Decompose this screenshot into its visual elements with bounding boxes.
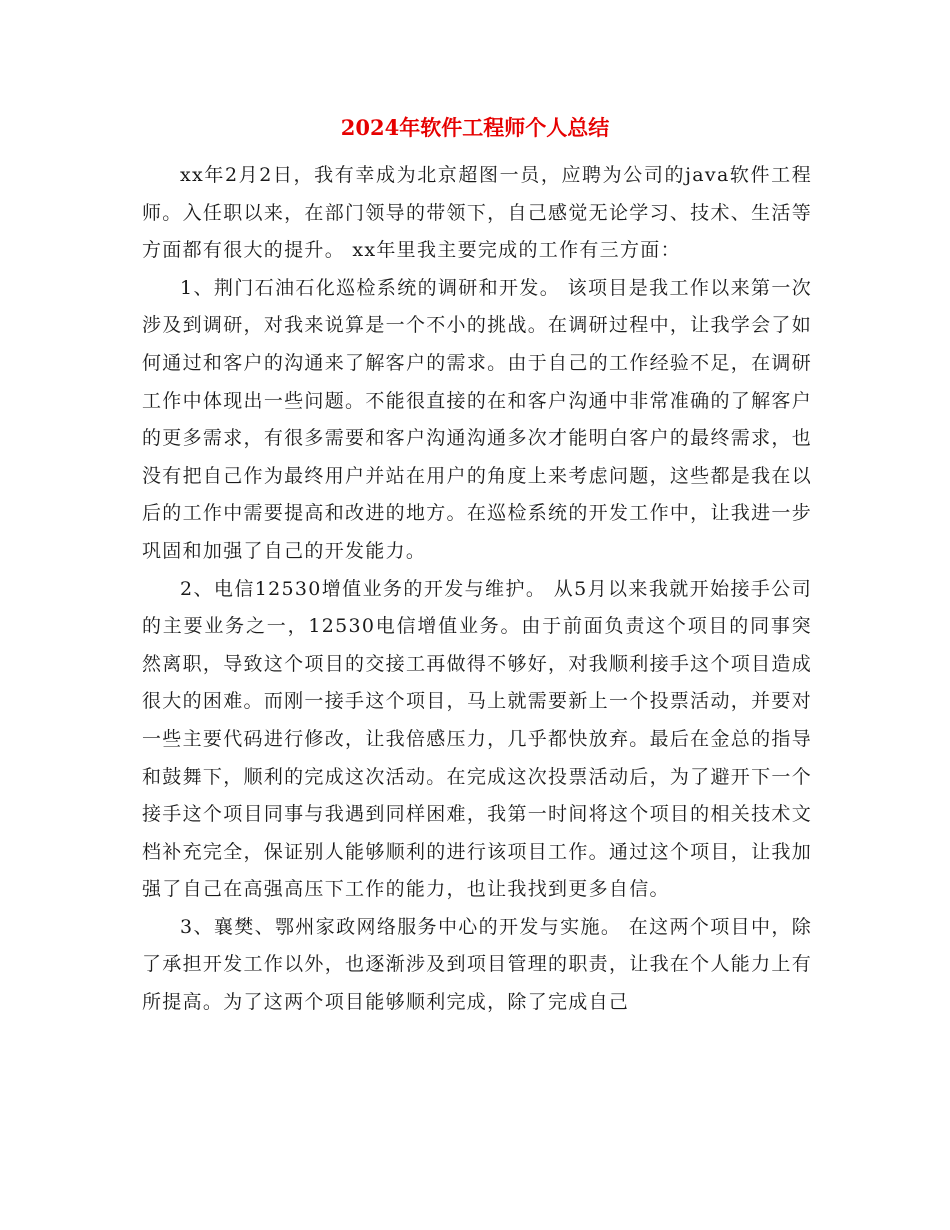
paragraph-intro: xx年2月2日，我有幸成为北京超图一员，应聘为公司的java软件工程师。入任职以来，在部门领导的带领下，自己感觉无论学习、技术、生活等方面都有很大的提升。 xx年里我主要完成的工作有三方面： — [142, 164, 812, 262]
document-body — [142, 157, 812, 1022]
paragraph-item-2: 2、电信12530增值业务的开发与维护。 从5月以来我就开始接手公司的主要业务之一，12530电信增值业务。由于前面负责这个项目的同事突然离职，导致这个项目的交接工再做得不够好，对我顺利接手这个项目造成很大的困难。而刚一接手这个项目，马上就需要新上一个投票活动，并要对一些主要代码进行修改，让我倍感压力，几乎都快放弃。最后在金总的指导和鼓舞下，顺利的完成这次活动。在完成这次投票活动后，为了避开下一个接手这个项目同事与我遇到同样困难，我第一时间将这个项目的相关技术文档补充完全，保证别人能够顺利的进行该项目工作。通过这个项目，让我加强了自己在高强高压下工作的能力，也让我找到更多自信。 — [142, 577, 812, 901]
paragraph-item-1: 1、荆门石油石化巡检系统的调研和开发。 该项目是我工作以来第一次涉及到调研，对我来说算是一个不小的挑战。在调研过程中，让我学会了如何通过和客户的沟通来了解客户的需求。由于自己的工作经验不足，在调研工作中体现出一些问题。不能很直接的在和客户沟通中非常准确的了解客户的更多需求，有很多需要和客户沟通沟通多次才能明白客户的最终需求，也没有把自己作为最终用户并站在用户的角度上来考虑问题，这些都是我在以后的工作中需要提高和改进的地方。在巡检系统的开发工作中，让我进一步巩固和加强了自己的开发能力。 — [142, 276, 812, 562]
document-title: 2024年软件工程师个人总结 — [340, 115, 610, 140]
paragraph-item-3: 3、襄樊、鄂州家政网络服务中心的开发与实施。 在这两个项目中，除了承担开发工作以外，也逐渐涉及到项目管理的职责，让我在个人能力上有所提高。为了这两个项目能够顺利完成，除了完成自己 — [142, 915, 812, 1014]
